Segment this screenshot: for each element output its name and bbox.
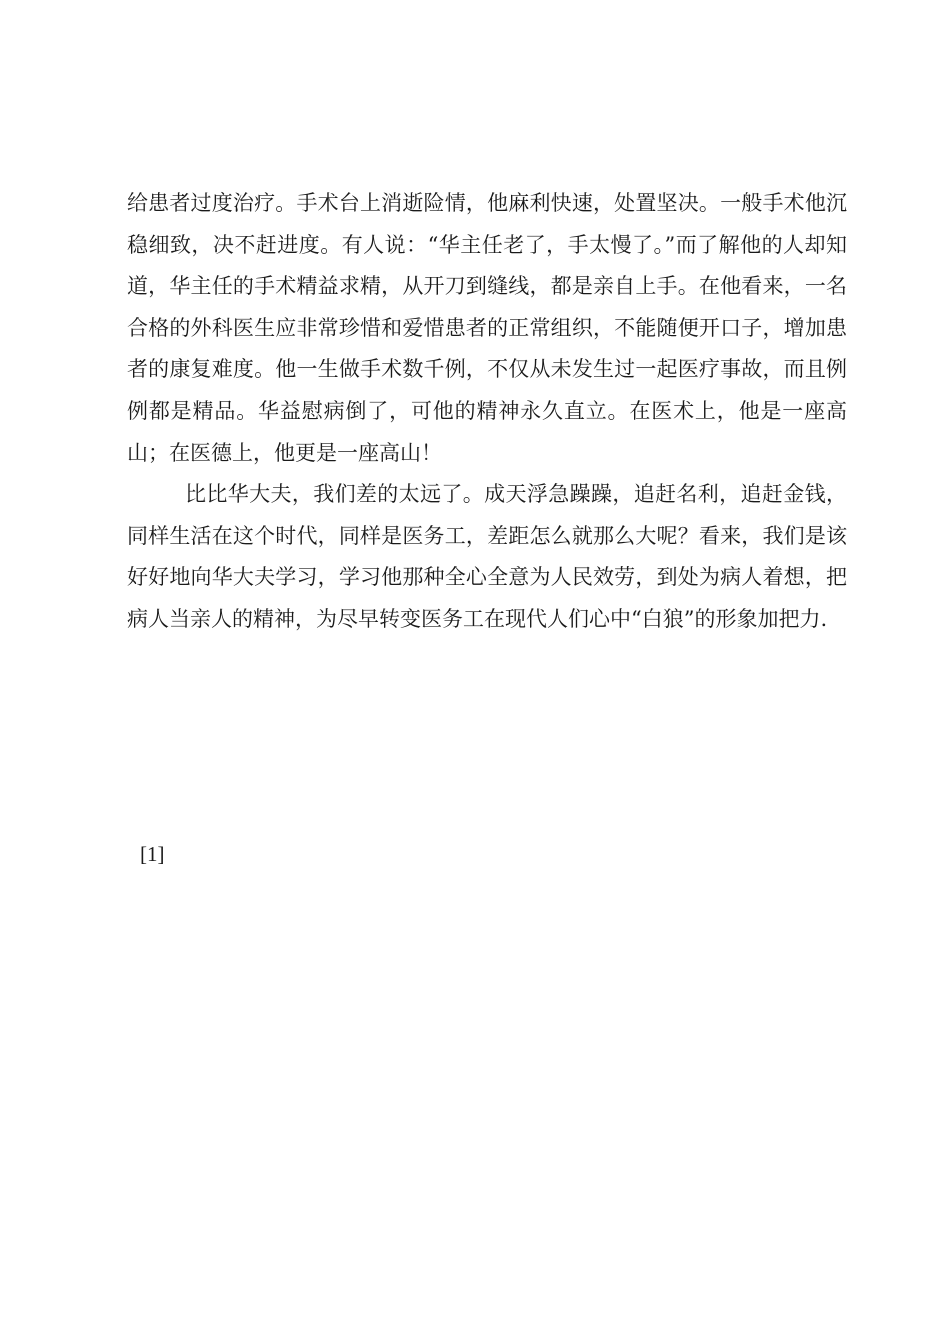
- reference-marker: [1]: [140, 842, 165, 866]
- paragraph-2: 比比华大夫，我们差的太远了。成天浮急躁躁，追赶名利，追赶金钱，同样生活在这个时代，同样是医务工，差距怎么就那么大呢？看来，我们是该好好地向华大夫学习，学习他那种全心全意为人民效劳，到处为病人着想，把病人当亲人的精神，为尽早转变医务工在现代人们心中“白狼”的形象加把力.: [127, 482, 847, 631]
- body-text: [127, 183, 847, 641]
- paragraph-1: 给患者过度治疗。手术台上消逝险情，他麻利快速，处置坚决。一般手术他沉稳细致，决不赶进度。有人说：“华主任老了，手太慢了。”而了解他的人却知道，华主任的手术精益求精，从开刀到缝线，都是亲自上手。在他看来，一名合格的外科医生应非常珍惜和爱惜患者的正常组织，不能随便开口子，增加患者的康复难度。他一生做手术数千例，不仅从未发生过一起医疗事故，而且例例都是精品。华益慰病倒了，可他的精神永久直立。在医术上，他是一座高山；在医德上，他更是一座高山！: [127, 191, 847, 465]
